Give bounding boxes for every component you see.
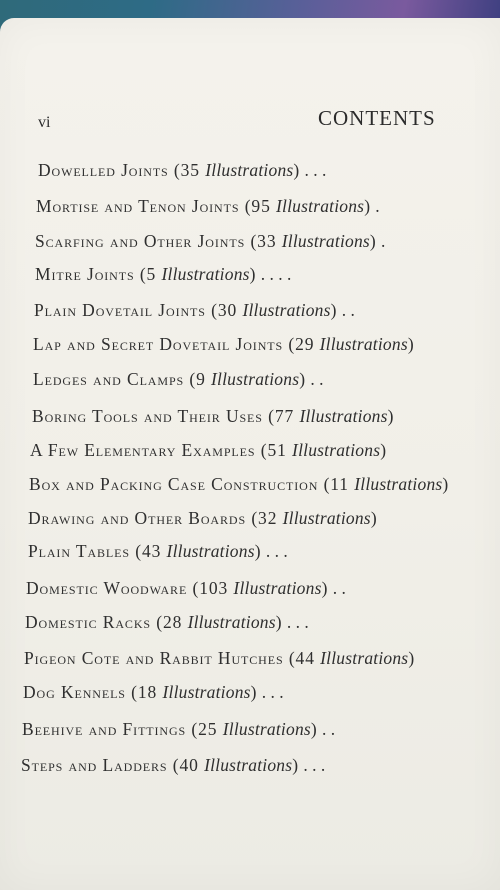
dot-leader: . . . (257, 682, 284, 702)
entry-title: Dowelled Joints (38, 160, 169, 180)
illustration-count-close: ) (387, 406, 395, 426)
illustration-count-close: ) (310, 719, 318, 739)
illustration-count: (51 (260, 440, 293, 460)
illustration-count-close: ) (275, 612, 283, 632)
illustration-count: (11 (323, 474, 355, 494)
illustrations-label: Illustrations (205, 160, 294, 180)
illustration-count-close: ) (254, 541, 262, 561)
illustration-count: (33 (250, 231, 282, 251)
illustrations-label: Illustrations (281, 231, 370, 251)
entry-title: Mortise and Tenon Joints (36, 196, 240, 216)
illustrations-label: Illustrations (222, 719, 311, 739)
illustration-count: (35 (173, 160, 206, 180)
entry-title: Plain Tables (28, 541, 130, 561)
illustration-count-close: ) (369, 231, 377, 251)
dot-leader: . . (337, 300, 355, 320)
entry-title: Plain Dovetail Joints (34, 300, 206, 320)
entry-title: Dog Kennels (23, 682, 126, 702)
illustration-count-close: ) (250, 682, 258, 702)
illustration-count: (9 (189, 369, 212, 389)
illustration-count: (95 (244, 196, 277, 216)
entry-title: A Few Elementary Examples (30, 440, 256, 460)
toc-entry (28, 508, 378, 529)
illustrations-label: Illustrations (211, 369, 300, 389)
illustrations-label: Illustrations (166, 541, 255, 561)
illustration-count: (25 (191, 719, 223, 739)
illustration-count-close: ) (364, 196, 371, 216)
dot-leader: . . (328, 578, 346, 598)
illustration-count-close: ) (408, 648, 416, 668)
entry-title: Boring Tools and Their Uses (32, 406, 263, 426)
illustration-count-close: ) (293, 160, 301, 180)
entry-title: Domestic Racks (25, 612, 151, 632)
illustration-count: (5 (139, 264, 162, 284)
toc-entry (26, 578, 346, 599)
entry-title: Pigeon Cote and Rabbit Hutches (24, 648, 284, 668)
illustration-count-close: ) (330, 300, 338, 320)
toc-entry (35, 231, 385, 252)
toc-entry (32, 406, 394, 427)
dot-leader: . . . (300, 160, 327, 180)
toc-entry (23, 682, 284, 703)
page-number: vi (38, 114, 51, 131)
entry-title: Lap and Secret Dovetail Joints (33, 334, 284, 354)
illustration-count: (103 (192, 578, 234, 598)
illustrations-label: Illustrations (319, 334, 408, 354)
entry-title: Scarfing and Other Joints (35, 231, 246, 251)
illustration-count: (43 (135, 541, 167, 561)
illustration-count-close: ) (321, 578, 329, 598)
illustrations-label: Illustrations (187, 612, 276, 632)
toc-entry (33, 334, 415, 355)
dot-leader: . . . (261, 541, 288, 561)
illustrations-label: Illustrations (161, 264, 250, 284)
illustration-count: (29 (288, 334, 320, 354)
toc-entry (29, 474, 449, 495)
toc-entry (28, 541, 288, 562)
illustration-count: (40 (172, 755, 205, 775)
illustration-count: (32 (251, 508, 283, 528)
dot-leader: . (370, 196, 380, 216)
entry-title: Beehive and Fittings (22, 719, 187, 739)
illustration-count: (28 (156, 612, 188, 632)
illustration-count: (44 (288, 648, 321, 668)
entry-title: Steps and Ladders (21, 755, 168, 775)
dot-leader: . . . . (256, 264, 292, 284)
page-title: CONTENTS (318, 106, 436, 130)
illustration-count: (30 (211, 300, 243, 320)
illustrations-label: Illustrations (299, 406, 388, 426)
illustration-count-close: ) (249, 264, 257, 284)
entry-title: Box and Packing Case Construction (29, 474, 319, 494)
entry-title: Mitre Joints (35, 264, 135, 284)
illustration-count-close: ) (407, 334, 415, 354)
illustration-count: (18 (131, 682, 163, 702)
illustrations-label: Illustrations (354, 474, 443, 494)
dot-leader: . (376, 231, 386, 251)
illustration-count-close: ) (292, 755, 299, 775)
toc-entry (21, 755, 325, 776)
illustrations-label: Illustrations (204, 755, 293, 775)
toc-entry (22, 719, 335, 740)
dot-leader: . . . (298, 755, 326, 775)
illustrations-label: Illustrations (162, 682, 251, 702)
entry-title: Ledges and Clamps (33, 369, 185, 389)
entry-title: Domestic Woodware (26, 578, 188, 598)
entry-title: Drawing and Other Boards (28, 508, 247, 528)
illustrations-label: Illustrations (276, 196, 365, 216)
illustration-count-close: ) (299, 369, 306, 389)
illustrations-label: Illustrations (282, 508, 371, 528)
toc-entry (34, 300, 355, 321)
dot-leader: . . (305, 369, 324, 389)
illustrations-label: Illustrations (320, 648, 409, 668)
toc-entry (35, 264, 291, 285)
illustrations-label: Illustrations (242, 300, 331, 320)
illustration-count-close: ) (370, 508, 378, 528)
toc-entry (36, 196, 380, 217)
illustration-count: (77 (268, 406, 300, 426)
toc-entry (33, 369, 323, 390)
illustration-count-close: ) (442, 474, 450, 494)
toc-entry (30, 440, 387, 461)
dot-leader: . . . (282, 612, 309, 632)
illustration-count-close: ) (380, 440, 387, 460)
illustrations-label: Illustrations (233, 578, 322, 598)
toc-entry (25, 612, 309, 633)
illustrations-label: Illustrations (292, 440, 381, 460)
dot-leader: . . (317, 719, 336, 739)
toc-entry (38, 160, 326, 181)
toc-entry (24, 648, 415, 669)
